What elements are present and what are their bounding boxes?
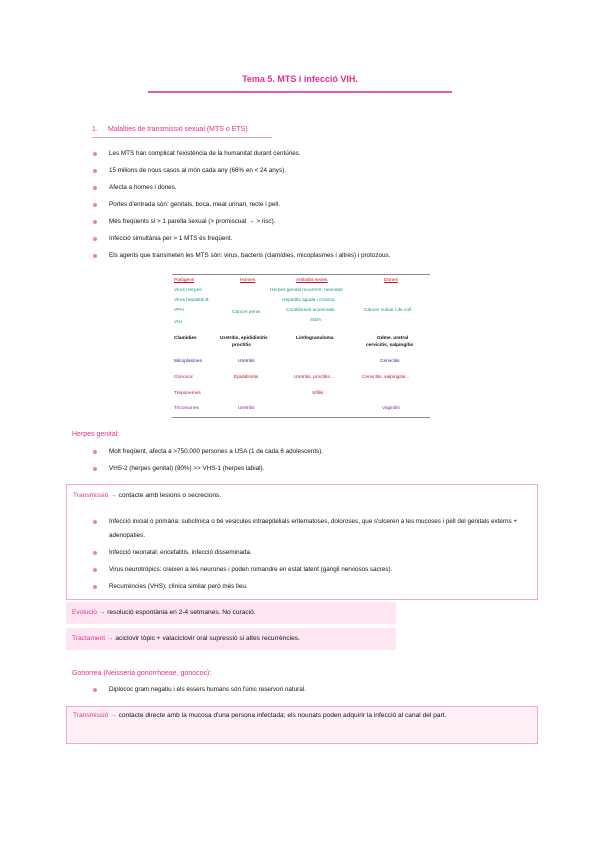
- evolution-text: resolució espontània en 2-4 setmanes. No curació.: [105, 609, 256, 616]
- list-item-text: 15 milions de nous casos al món cada any (66% en < 24 anys).: [109, 167, 286, 174]
- section-heading-rule: [92, 137, 272, 138]
- section-heading: [92, 126, 248, 133]
- bullet-icon: [93, 450, 97, 454]
- list-item-text: Infecció neonatal: encefalitis, infecció disseminada.: [109, 549, 252, 556]
- header-women: Dones: [384, 278, 398, 283]
- header-men: Homes: [240, 278, 256, 283]
- gonorrea-heading: Gonorrea (Neisseria gonorrhoeae, gonococ):: [72, 670, 212, 677]
- list-item: [93, 446, 323, 463]
- herpes-transmission-box: [66, 484, 538, 600]
- list-item: [93, 684, 306, 701]
- table-cell: Cervicitis: [380, 359, 400, 364]
- list-item: [93, 165, 390, 182]
- table-cell: Uretritis, proctitis...: [294, 375, 334, 380]
- table-cell: Limfogranuloma: [296, 336, 334, 341]
- list-item-text: Recurrències (VHS): clínica similar però més lleu.: [109, 583, 248, 590]
- gonorrea-transmission-text: contacte directe amb la mucosa d'una persona infectada; els nounats poden adquirir la infecció al canal del part.: [116, 712, 447, 719]
- header-both: Ambdós sexes: [296, 278, 328, 283]
- table-cell: Micoplasmes: [174, 359, 202, 364]
- bullet-icon: [93, 237, 97, 241]
- table-cell: Vaginitis: [382, 406, 400, 411]
- table-top-rule: [172, 274, 430, 275]
- bullet-icon: [93, 568, 97, 572]
- list-item: [93, 233, 390, 250]
- table-cell: Gdme. uretral: [377, 336, 409, 341]
- list-item-text: Diplococ gram negatiu i els éssers humans són l'únic reservori natural.: [109, 686, 306, 693]
- page-title: Tema 5. MTS i infecció VIH.: [242, 74, 358, 84]
- bullet-icon: [93, 551, 97, 555]
- list-item-text: Més freqüents si > 1 parella sexual (> promiscuat → > risc).: [109, 218, 276, 225]
- table-cell: proctitis: [232, 343, 251, 348]
- table-cell: Epididimitis: [234, 375, 259, 380]
- transmission-label: Transmissió →: [73, 492, 117, 499]
- list-item: [93, 216, 390, 233]
- table-cell: Gonococ: [174, 375, 194, 380]
- herpes-evolution-box: [66, 602, 396, 624]
- table-cell: SIDA: [310, 318, 322, 323]
- table-cell: Uretritis: [238, 406, 255, 411]
- gonorrea-transmission-line: [67, 707, 537, 727]
- treatment-label: Tractament →: [72, 635, 114, 642]
- pathogens-table: [172, 274, 430, 418]
- bullet-icon: [93, 467, 97, 471]
- bullet-icon: [93, 254, 97, 258]
- table-cell: Càncer vulvar i de coll: [364, 308, 412, 313]
- table-bottom-rule: [172, 417, 430, 418]
- table-cell: Herpes genital recurrent, neonatal: [270, 288, 343, 293]
- list-item: [93, 564, 531, 581]
- table-cell: Cervicitis, salpingitis...: [362, 375, 410, 380]
- evolution-line: [66, 602, 396, 624]
- transmission-text: contacte amb lesions o secrecions.: [116, 492, 222, 499]
- bullet-icon: [93, 152, 97, 156]
- list-item-text: Infecció simultània per > 1 MTS és freqüent.: [109, 235, 233, 242]
- list-item: [93, 581, 531, 598]
- bullet-icon: [93, 585, 97, 589]
- table-cell: Càncer penis: [232, 310, 261, 315]
- section1-bullet-list: [93, 148, 390, 267]
- table-cell: Virus Herpes: [174, 288, 202, 293]
- treatment-text: aciclovir tòpic + valaciclovir oral supressió si altes recurrències.: [113, 635, 300, 642]
- list-item: [93, 148, 390, 165]
- herpes-heading: Herpes genital:: [72, 431, 120, 438]
- title-rule: [148, 91, 452, 93]
- table-cell: Condilomes acuminats: [286, 308, 335, 313]
- table-cell: Tricomones: [174, 406, 199, 411]
- list-item-text: Virus neurotròpics: creixen a les neurones i poden romandre en estat latent (gangli nerviosos sacres).: [109, 566, 393, 573]
- transmission-line: [67, 485, 537, 507]
- list-item-text: Les MTS han complicat l'existència de la humanitat durant centúries.: [109, 150, 301, 157]
- table-cell: Treponemes: [174, 391, 201, 396]
- list-item-text: Afecta a homes i dones.: [109, 184, 177, 191]
- bullet-icon: [93, 169, 97, 173]
- list-item-text: Infecció inicial o primària: subclínica o bé vesicules intraepitelials eritematoses, doloroses, que s'ulceren a les mucoses i pell del genitals externs + adenopaties.: [109, 518, 518, 539]
- header-pathogens: Patògens: [174, 278, 195, 283]
- treatment-line: [66, 628, 396, 650]
- list-item: [93, 547, 531, 564]
- list-item: [93, 250, 390, 267]
- list-item-text: Molt freqüent, afecta a >750.000 persones a USA (1 de cada 6 adolescents).: [109, 448, 324, 455]
- table-cell: cervicitis, salpingitis: [366, 343, 414, 348]
- table-cell: Sífilis: [312, 391, 324, 396]
- table-cell: Virus hepatitis B: [174, 298, 209, 303]
- herpes-box-bullets: [93, 515, 531, 598]
- table-cell: VIH: [174, 320, 182, 325]
- bullet-icon: [93, 203, 97, 207]
- table-cell: VPH: [174, 308, 184, 313]
- bullet-icon: [93, 520, 97, 524]
- list-item-text: Els agents que transmeten les MTS són: virus, bacteris (clamídies, micoplasmes i altres) i protozous.: [109, 252, 391, 259]
- list-item: [93, 199, 390, 216]
- evolution-label: Evolució →: [72, 609, 106, 616]
- list-item-text: Portes d'entrada són: genitals, boca, meat urinari, recte i pell.: [109, 201, 280, 208]
- gonorrea-transmission-box: [66, 706, 538, 744]
- table-cell: Clamídies: [174, 336, 197, 341]
- list-item: [93, 515, 531, 547]
- table-cell: Uretritis, epididimitis: [220, 336, 268, 341]
- list-item: [93, 182, 390, 199]
- gonorrea-transmission-label: Transmissió →: [73, 712, 117, 719]
- herpes-bullet-list: [93, 446, 323, 480]
- list-item: [93, 463, 323, 480]
- herpes-treatment-box: [66, 628, 396, 650]
- gonorrea-bullet-list: [93, 684, 306, 701]
- bullet-icon: [93, 220, 97, 224]
- section-number: 1.: [92, 126, 98, 133]
- bullet-icon: [93, 186, 97, 190]
- table-cell: Uretritis: [238, 359, 255, 364]
- list-item-text: VHS-2 (herpes genital) (90%) >> VHS-1 (herpes labial).: [109, 465, 265, 472]
- section-heading-text: Malalties de transmissió sexual (MTS o ETS): [108, 126, 248, 133]
- bullet-icon: [93, 688, 97, 692]
- table-cell: Hepatitis aguda i crònica: [282, 298, 335, 303]
